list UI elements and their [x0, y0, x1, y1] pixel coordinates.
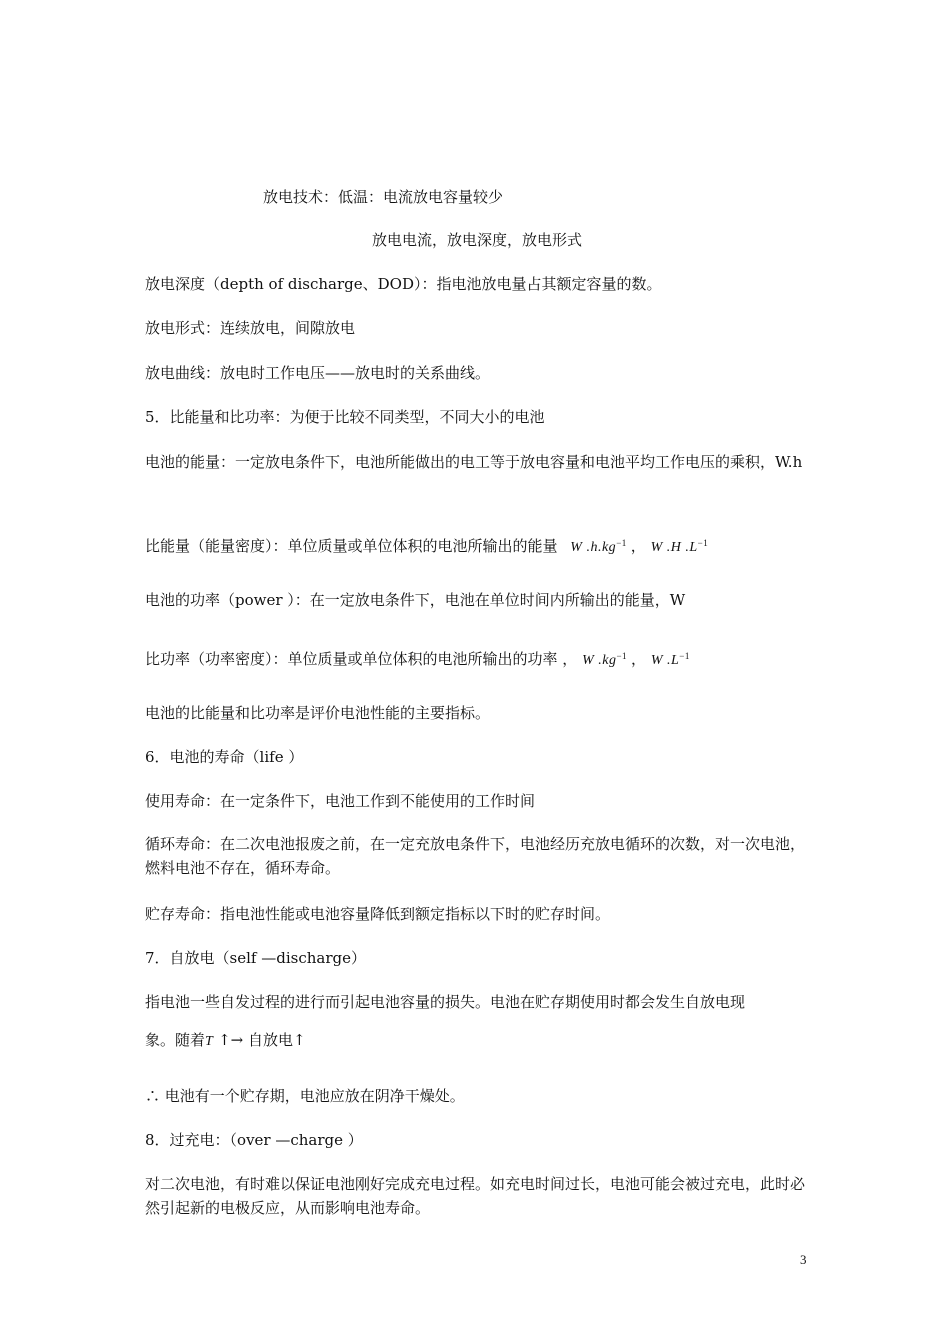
paragraph-battery-energy: 电池的能量：一定放电条件下，电池所能做出的电工等于放电容量和电池平均工作电压的乘积，W.h: [145, 453, 803, 471]
paragraph-temperature-effect: [145, 1029, 306, 1053]
specific-energy-text: 比能量（能量密度）：单位质量或单位体积的电池所输出的能量: [145, 537, 558, 555]
paragraph-dod: 放电深度（depth of discharge、DOD）：指电池放电量占其额定容量的数。: [145, 275, 662, 293]
specific-energy-unit-volume: W .H .L: [650, 540, 698, 555]
paragraph-discharge-form: 放电形式：连续放电，间隙放电: [145, 319, 356, 337]
paragraph-storage-conclusion: ∴ 电池有一个贮存期，电池应放在阴净干燥处。: [145, 1087, 465, 1105]
paragraph-cycle-life: 循环寿命：在二次电池报废之前，在一定充放电条件下，电池经历充放电循环的次数，对一次电池，燃料电池不存在，循环寿命。: [145, 835, 806, 877]
exponent: −1: [616, 651, 628, 661]
exponent: −1: [697, 538, 709, 548]
specific-power-unit-mass: W .kg: [582, 653, 617, 668]
specific-power-text: 比功率（功率密度）：单位质量或单位体积的电池所输出的功率 ，: [145, 650, 578, 668]
section-8-heading: 8．过充电：（over —charge ）: [145, 1131, 363, 1149]
heading-discharge-technique: 放电技术：低温：电流放电容量较少: [263, 188, 504, 206]
exponent: −1: [616, 538, 627, 548]
specific-energy-unit-mass: W .h.kg: [570, 540, 617, 555]
section-6-heading: 6．电池的寿命（life ）: [145, 748, 304, 766]
temperature-text-suffix: ↑→ 自放电↑: [213, 1031, 306, 1049]
paragraph-discharge-curve: 放电曲线：放电时工作电压——放电时的关系曲线。: [145, 364, 491, 382]
section-7-heading: 7．自放电（self —discharge）: [145, 949, 366, 967]
separator: ，: [631, 650, 647, 668]
separator: ，: [630, 537, 646, 555]
paragraph-specific-power: [145, 645, 690, 672]
paragraph-main-indicators: 电池的比能量和比功率是评价电池性能的主要指标。: [145, 704, 491, 722]
section-5-heading: 5．比能量和比功率：为便于比较不同类型，不同大小的电池: [145, 408, 545, 426]
page-number: 3: [800, 1252, 807, 1267]
heading-discharge-factors: 放电电流，放电深度，放电形式: [372, 231, 583, 249]
paragraph-specific-energy: [145, 532, 708, 559]
paragraph-self-discharge: 指电池一些自发过程的进行而引起电池容量的损失。电池在贮存期使用时都会发生自放电现: [145, 993, 746, 1011]
paragraph-storage-life: 贮存寿命：指电池性能或电池容量降低到额定指标以下时的贮存时间。: [145, 905, 611, 923]
paragraph-overcharge: 对二次电池，有时难以保证电池刚好完成充电过程。如充电时间过长，电池可能会被过充电，此时必然引起新的电极反应，从而影响电池寿命。: [145, 1175, 806, 1217]
paragraph-service-life: 使用寿命：在一定条件下，电池工作到不能使用的工作时间: [145, 792, 536, 810]
temperature-symbol: T: [205, 1034, 214, 1049]
paragraph-battery-power: 电池的功率（power ）：在一定放电条件下，电池在单位时间内所输出的能量，W: [145, 591, 686, 609]
specific-power-unit-volume: W .L: [650, 653, 680, 668]
exponent: −1: [679, 651, 690, 661]
temperature-text-prefix: 象。随着: [145, 1031, 206, 1049]
